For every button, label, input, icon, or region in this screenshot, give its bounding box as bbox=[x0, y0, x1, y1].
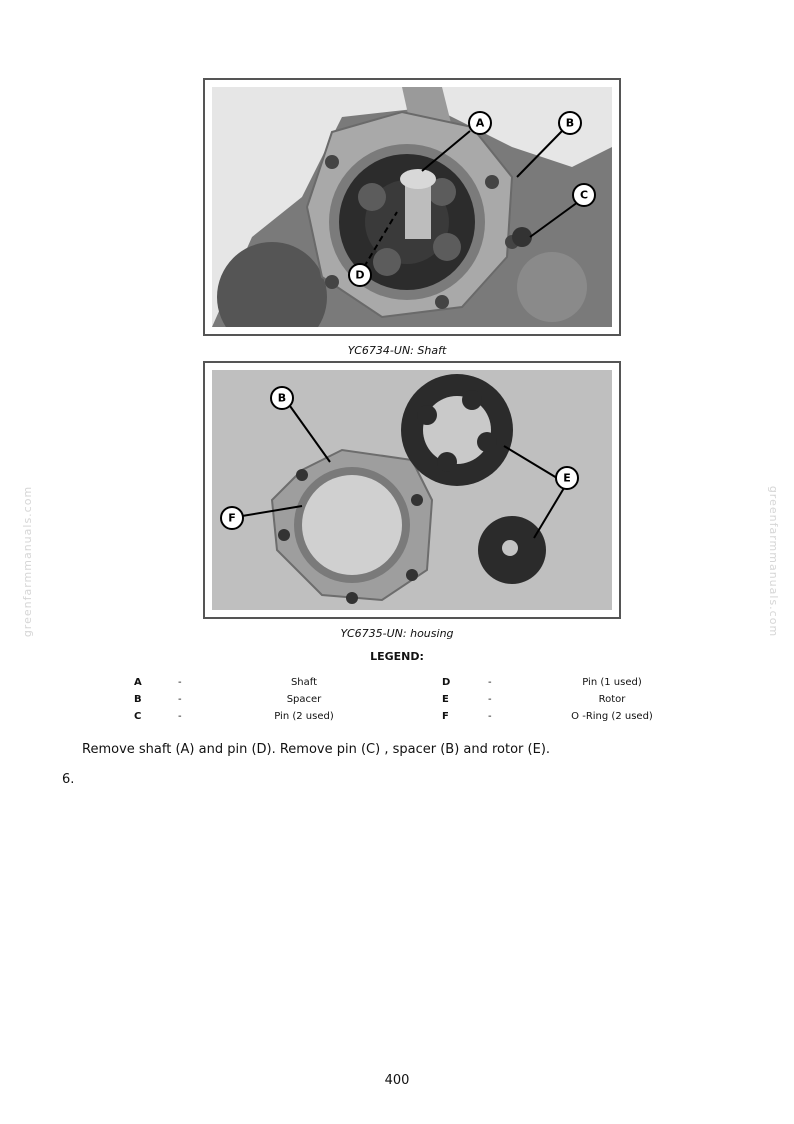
legend-key: D bbox=[442, 677, 451, 688]
svg-text:B: B bbox=[277, 391, 287, 405]
callout-c bbox=[573, 184, 595, 206]
legend-value: O -Ring (2 used) bbox=[571, 711, 653, 722]
legend-row bbox=[120, 694, 680, 711]
figure-shaft bbox=[203, 78, 621, 336]
callout-f bbox=[221, 507, 243, 529]
svg-text:B: B bbox=[565, 116, 575, 130]
svg-text:A: A bbox=[475, 116, 485, 130]
legend-value: Spacer bbox=[286, 694, 322, 705]
callout-e bbox=[556, 467, 578, 489]
page-number: 400 bbox=[384, 1073, 410, 1088]
svg-text:C: C bbox=[579, 188, 589, 202]
photo-housing-parts bbox=[212, 370, 612, 610]
legend-dash: - bbox=[178, 711, 182, 722]
legend-dash: - bbox=[178, 677, 182, 688]
svg-text:D: D bbox=[355, 268, 365, 282]
instruction-text: Remove shaft (A) and pin (D). Remove pin (C) , spacer (B) and rotor (E). bbox=[82, 742, 551, 757]
watermark-right: greenfarmmanuals.com bbox=[767, 485, 781, 638]
legend-table bbox=[120, 677, 680, 728]
legend-key: A bbox=[134, 677, 142, 688]
legend-row bbox=[120, 677, 680, 694]
legend-key: B bbox=[134, 694, 142, 705]
watermark-left: greenfarmmanuals.com bbox=[21, 485, 35, 638]
callout-a bbox=[469, 112, 491, 134]
legend-title: LEGEND: bbox=[370, 650, 424, 663]
callout-b bbox=[559, 112, 581, 134]
legend-value: Pin (2 used) bbox=[274, 711, 334, 722]
callout-d bbox=[349, 264, 371, 286]
legend-value: Shaft bbox=[290, 677, 318, 688]
legend-dash: - bbox=[488, 694, 492, 705]
step-number: 6. bbox=[62, 772, 75, 787]
svg-text:F: F bbox=[228, 511, 236, 525]
figure-housing bbox=[203, 361, 621, 619]
figure-shaft-caption: YC6734-UN: Shaft bbox=[347, 344, 447, 357]
photo-pump-shaft bbox=[212, 87, 612, 327]
legend-key: E bbox=[442, 694, 449, 705]
legend-dash: - bbox=[488, 677, 492, 688]
legend-value: Pin (1 used) bbox=[582, 677, 642, 688]
legend-row bbox=[120, 711, 680, 728]
legend-value: Rotor bbox=[598, 694, 626, 705]
legend-key: F bbox=[442, 711, 449, 722]
legend-key: C bbox=[134, 711, 142, 722]
callout-b bbox=[271, 387, 293, 409]
legend-dash: - bbox=[488, 711, 492, 722]
legend-dash: - bbox=[178, 694, 182, 705]
figure-housing-caption: YC6735-UN: housing bbox=[340, 627, 454, 640]
svg-text:E: E bbox=[563, 471, 571, 485]
